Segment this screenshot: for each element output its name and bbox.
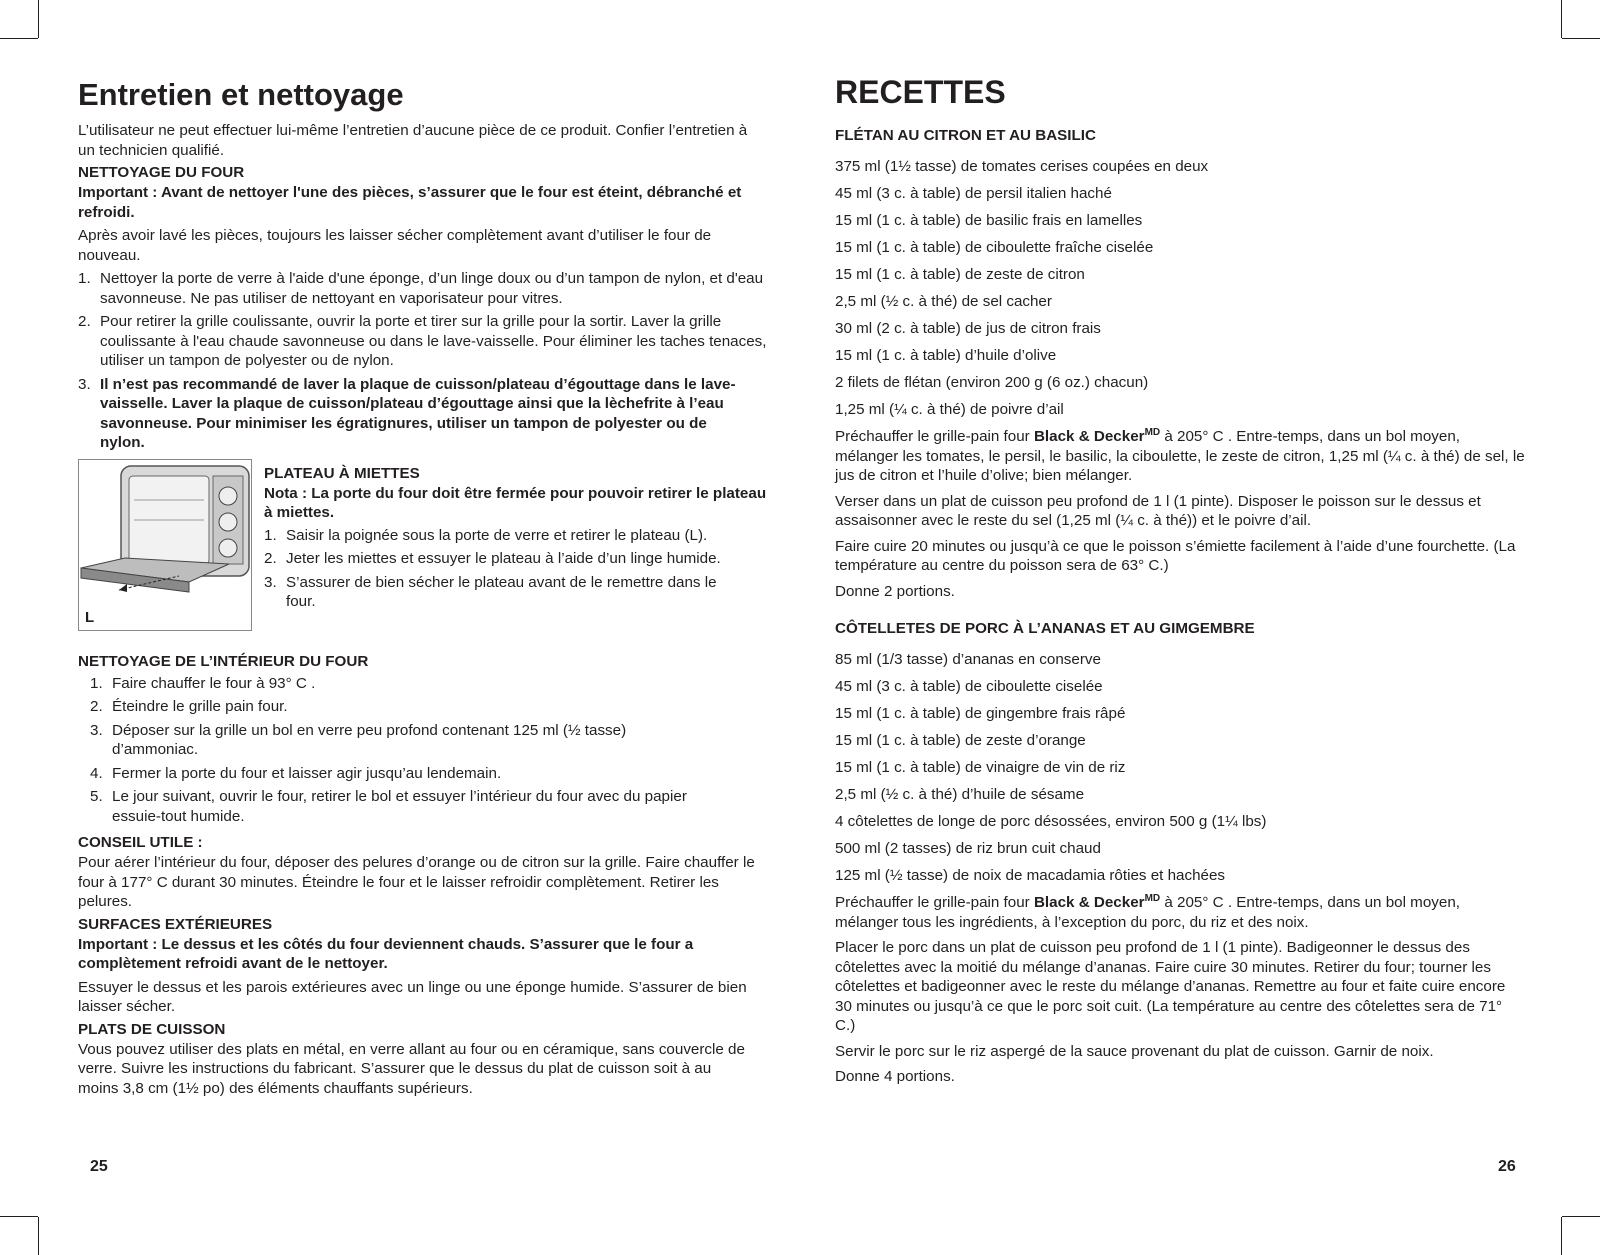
list-item: 1. Faire chauffer le four à 93° C . (90, 674, 316, 692)
interior-steps (78, 674, 768, 827)
list-item: 2. Pour retirer la grille coulissante, ouvrir la porte et tirer sur la grille pour la sortir. Laver la grille coulissante à l'eau chaude savonneuse ou dans le lave-vaisselle. Pour éliminer les taches tenaces, utiliser un tampon de polyester ou de nylon. (78, 313, 767, 369)
list-item: 4. Fermer la porte du four et laisser agir jusqu’au lendemain. (90, 764, 502, 782)
recipes-title: RECETTES (835, 74, 1006, 110)
exterior-text: Essuyer le dessus et les parois extérieures avec un linge ou une éponge humide. S’assurer de bien laisser sécher. (78, 978, 747, 1015)
ingredient: 15 ml (1 c. à table) de vinaigre de vin de riz (835, 759, 1126, 776)
crumb-tray-text (264, 459, 768, 631)
crop-mark (0, 38, 38, 39)
section-heading-plateau: PLATEAU À MIETTES (264, 464, 420, 482)
page-number-left: 25 (90, 1158, 108, 1175)
list-item: 1. Nettoyer la porte de verre à l'aide d'une éponge, d’un linge doux ou d’un tampon de nylon, et d'eau savonneuse. Ne pas utiliser de nettoyant en vaporisateur pour vitres. (78, 270, 764, 307)
recipe-1-step-2: Verser dans un plat de cuisson peu profond de 1 l (1 pinte). Disposer le poisson sur le dessus et assaisonner avec le reste du sel (1,25 ml (¼ c. à thé)) et le poivre d’ail. (835, 492, 1481, 529)
ingredient: 15 ml (1 c. à table) de ciboulette fraîche ciselée (835, 239, 1154, 256)
nota-text: Nota : La porte du four doit être fermée pour pouvoir retirer le plateau à miettes. (264, 484, 767, 521)
ingredient: 15 ml (1 c. à table) de zeste d’orange (835, 732, 1086, 749)
ingredient: 15 ml (1 c. à table) d’huile d’olive (835, 347, 1057, 364)
page-number-right: 26 (1498, 1158, 1516, 1175)
ingredient: 125 ml (½ tasse) de noix de macadamia rôties et hachées (835, 867, 1226, 884)
important-note-2: Important : Le dessus et les côtés du four deviennent chauds. S’assurer que le four a complètement refroidi avant de le nettoyer. (78, 935, 694, 972)
section-heading-surfaces: SURFACES EXTÉRIEURES (78, 915, 273, 933)
list-item: 2. Jeter les miettes et essuyer le plateau à l’aide d’un linge humide. (264, 550, 721, 567)
recipe-1-step-3: Faire cuire 20 minutes ou jusqu’à ce que le poisson s’émiette facilement à l’aide d’une fourchette. (La température au centre du poisson sera de 63° C.) (835, 537, 1516, 574)
section-heading-plats: PLATS DE CUISSON (78, 1020, 226, 1038)
section-heading-conseil: CONSEIL UTILE : (78, 834, 203, 851)
ingredient: 2,5 ml (½ c. à thé) de sel cacher (835, 293, 1052, 310)
left-page (78, 70, 768, 1098)
crop-mark (1562, 1216, 1600, 1217)
ingredient: 2,5 ml (½ c. à thé) d’huile de sésame (835, 786, 1085, 803)
recipe-2-step-1: Préchauffer le grille-pain four Black & Decker$^{MD}$ à 205° C . Entre-temps, dans un bol moyen, mélanger tous les ingrédients, à l’exception du porc, du riz et des noix. (835, 892, 1460, 931)
recipe-1-step-1: Préchauffer le grille-pain four Black & Decker$^{MD}$ à 205° C . Entre-temps, dans un bol moyen, mélanger les tomates, le persil, le basilic, la ciboulette, le zeste de citron, 1,25 ml (¼ c. à thé) de sel, le jus de citron et l’huile d’olive; bien mélanger. (835, 426, 1525, 484)
image-label: L (85, 608, 95, 626)
intro-text: L’utilisateur ne peut effectuer lui-même l’entretien d’aucune pièce de ce produit. Confier l’entretien à un technicien qualifié. (78, 122, 748, 159)
recipe-2-title: CÔTELLETES DE PORC À L’ANANAS ET AU GIMGEMBRE (835, 620, 1255, 637)
right-page (835, 70, 1525, 1093)
crop-mark (1562, 38, 1600, 39)
cleaning-steps (78, 269, 768, 453)
ingredient: 15 ml (1 c. à table) de gingembre frais râpé (835, 705, 1126, 722)
section-heading-interieur: NETTOYAGE DE L’INTÉRIEUR DU FOUR (78, 652, 369, 670)
recipe-1-ingredients (835, 157, 1525, 420)
crop-mark (0, 1216, 38, 1217)
after-wash-text: Après avoir lavé les pièces, toujours les laisser sécher complètement avant d’utiliser le four de nouveau. (78, 227, 712, 264)
recipe-2-step-3: Servir le porc sur le riz aspergé de la sauce provenant du plat de cuisson. Garnir de noix. (835, 1042, 1434, 1060)
crop-mark (1561, 0, 1562, 38)
section-heading-nettoyage: NETTOYAGE DU FOUR (78, 164, 245, 181)
recipe-1-title: FLÉTAN AU CITRON ET AU BASILIC (835, 127, 1096, 144)
ingredient: 1,25 ml (¼ c. à thé) de poivre d’ail (835, 401, 1064, 418)
list-item: 3. S’assurer de bien sécher le plateau avant de le remettre dans le four. (264, 573, 717, 610)
important-note: Important : Avant de nettoyer l'une des pièces, s’assurer que le four est éteint, débranché et refroidi. (78, 184, 742, 221)
plats-text: Vous pouvez utiliser des plats en métal, en verre allant au four ou en céramique, sans couvercle de verre. Suivre les instructions du fabricant. S’assurer que le dessus du plat de cuisson soit à au moins 3,8 cm (1½ po) des éléments chauffants supérieurs. (78, 1040, 745, 1097)
crop-mark (38, 0, 39, 38)
ingredient: 4 côtelettes de longe de porc désossées, environ 500 g (1¼ lbs) (835, 813, 1267, 830)
list-item: 1. Saisir la poignée sous la porte de verre et retirer le plateau (L). (264, 526, 708, 544)
recipe-2-ingredients (835, 650, 1525, 886)
ingredient: 2 filets de flétan (environ 200 g (6 oz.) chacun) (835, 374, 1149, 391)
list-item: 3. Il n’est pas recommandé de laver la plaque de cuisson/plateau d’égouttage dans le lave-vaisselle. Laver la plaque de cuisson/plateau d’égouttage ainsi que la lèchefrite à l’eau savonneuse. Pour minimiser les égratignures, utiliser un tampon de polyester ou de nylon. (78, 375, 736, 451)
toaster-oven-illustration (78, 459, 252, 631)
recipe-1-servings: Donne 2 portions. (835, 582, 955, 600)
recipe-2-servings: Donne 4 portions. (835, 1068, 955, 1085)
list-item: 5. Le jour suivant, ouvrir le four, retirer le bol et essuyer l’intérieur du four avec du papier essuie-tout humide. (90, 788, 687, 825)
ingredient: 85 ml (1/3 tasse) d’ananas en conserve (835, 651, 1101, 668)
ingredient: 15 ml (1 c. à table) de basilic frais en lamelles (835, 212, 1143, 229)
ingredient: 30 ml (2 c. à table) de jus de citron frais (835, 320, 1101, 337)
ingredient: 45 ml (3 c. à table) de persil italien haché (835, 185, 1112, 202)
list-item: 3. Déposer sur la grille un bol en verre peu profond contenant 125 ml (½ tasse) d’ammoniac. (90, 721, 627, 758)
crumb-tray-section (78, 459, 768, 631)
crop-mark (1561, 1217, 1562, 1255)
ingredient: 500 ml (2 tasses) de riz brun cuit chaud (835, 840, 1101, 857)
page-title: Entretien et nettoyage (78, 77, 404, 112)
toaster-oven-icon (79, 460, 251, 630)
ingredient: 15 ml (1 c. à table) de zeste de citron (835, 266, 1085, 283)
ingredient: 45 ml (3 c. à table) de ciboulette ciselée (835, 678, 1103, 695)
crop-mark (38, 1217, 39, 1255)
recipe-2-step-2: Placer le porc dans un plat de cuisson peu profond de 1 l (1 pinte). Badigeonner le dessus des côtelettes avec la moitié du mélange d’ananas. Faire cuire 30 minutes. Retirer du four; tourner les côtelettes et badigeonner avec le reste du mélange d’ananas. Remettre au four et faite cuire encore 30 minutes ou jusqu’à ce que le porc soit cuit. (La température au centre des côtelettes sera de 71° C.) (835, 939, 1506, 1034)
ingredient: 375 ml (1½ tasse) de tomates cerises coupées en deux (835, 158, 1209, 175)
conseil-text: Pour aérer l’intérieur du four, déposer des pelures d’orange ou de citron sur la grille. Faire chauffer le four à 177° C durant 30 minutes. Éteindre le four et le laisser refroidir complètement. Retirer les pelures. (78, 854, 755, 910)
crumb-tray-steps (264, 526, 768, 612)
list-item: 2. Éteindre le grille pain four. (90, 698, 288, 715)
